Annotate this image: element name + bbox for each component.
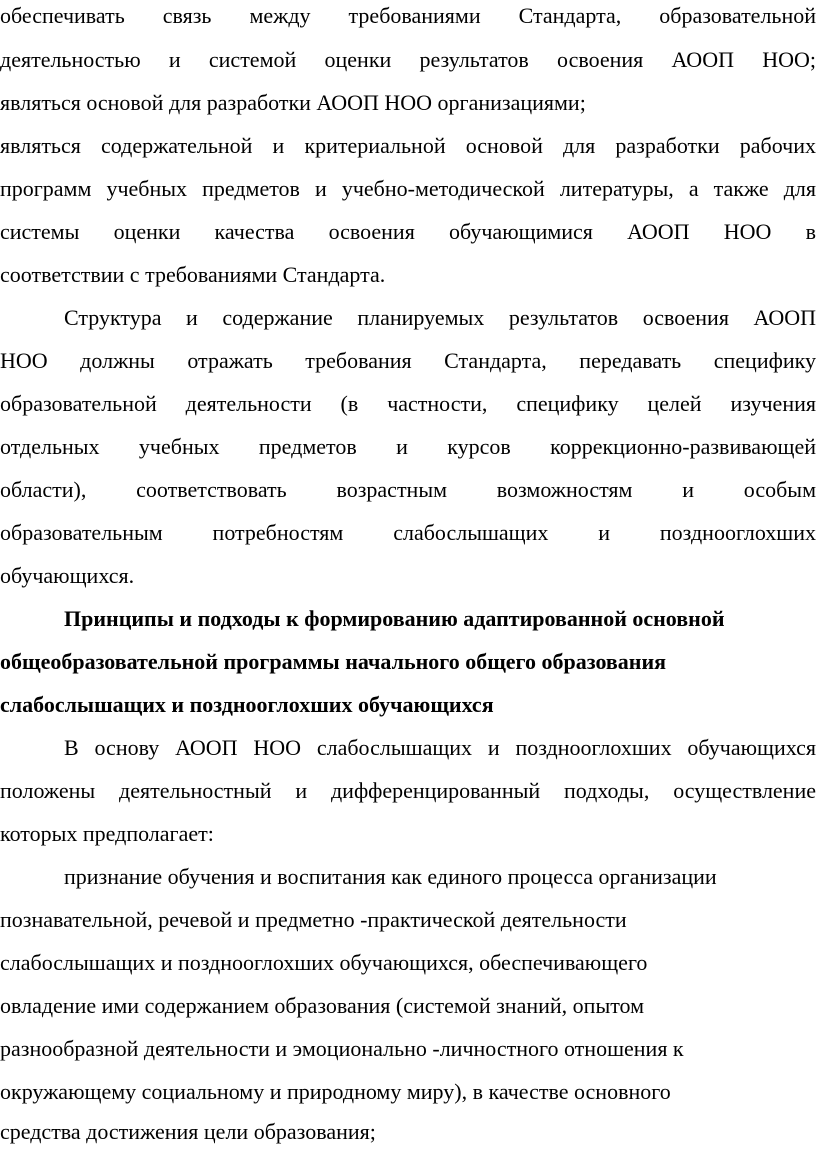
body-text-line: средства достижения цели образования; [0,1119,376,1144]
body-text-line: являться содержательной и критериальной основой для разработки рабочих [0,133,816,158]
body-text-line: окружающему социальному и природному миру), в качестве основного [0,1079,671,1104]
body-text-line: Структура и содержание планируемых результатов освоения АООП [64,305,816,330]
section-heading-line: слабослышащих и позднооглохших обучающихся [0,692,494,717]
body-text-line: образовательным потребностям слабослышащих и позднооглохших [0,520,816,545]
body-text-line: области), соответствовать возрастным возможностям и особым [0,477,816,502]
body-text-line: В основу АООП НОО слабослышащих и позднооглохших обучающихся [64,735,816,760]
body-text-line: признание обучения и воспитания как единого процесса организации [64,864,717,889]
body-text-line: познавательной, речевой и предметно -практической деятельности [0,907,627,932]
body-text-line: деятельностью и системой оценки результатов освоения АООП НОО; [0,47,816,72]
body-text-line: слабослышащих и позднооглохших обучающихся, обеспечивающего [0,950,648,975]
section-heading-line: Принципы и подходы к формированию адаптированной основной [64,606,725,631]
body-text-line: обеспечивать связь между требованиями Стандарта, образовательной [0,3,816,28]
body-text-line: НОО должны отражать требования Стандарта, передавать специфику [0,348,816,373]
body-text-line: программ учебных предметов и учебно-методической литературы, а также для [0,176,816,201]
body-text-line: соответствии с требованиями Стандарта. [0,262,386,287]
body-text-line: образовательной деятельности (в частности, специфику целей изучения [0,391,816,416]
body-text-line: обучающихся. [0,563,135,588]
body-text-line: разнообразной деятельности и эмоционально -личностного отношения к [0,1036,684,1061]
section-heading-line: общеобразовательной программы начального общего образования [0,649,667,674]
body-text-line: овладение ими содержанием образования (системой знаний, опытом [0,993,645,1018]
body-text-line: отдельных учебных предметов и курсов коррекционно-развивающей [0,434,816,459]
body-text-line: которых предполагает: [0,821,214,846]
body-text-line: системы оценки качества освоения обучающимися АООП НОО в [0,219,816,244]
body-text-line: положены деятельностный и дифференцированный подходы, осуществление [0,778,816,803]
body-text-line: являться основой для разработки АООП НОО организациями; [0,90,586,115]
